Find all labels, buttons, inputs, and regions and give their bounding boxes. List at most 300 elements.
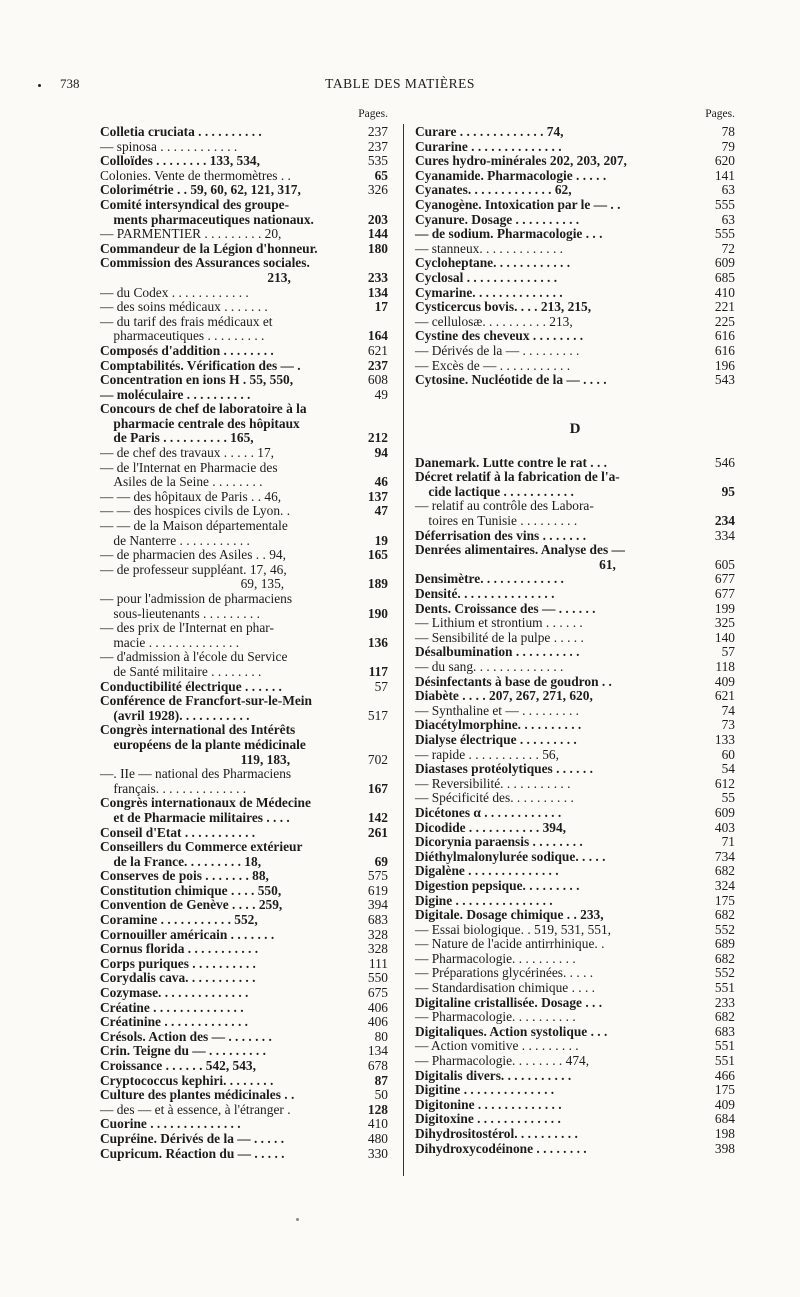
- index-entry: [415, 645, 735, 660]
- entry-page: 619: [367, 882, 388, 898]
- entry-page: 198: [714, 1126, 735, 1141]
- entry-text: — spinosa . . . . . . . . . . . .: [100, 138, 238, 154]
- entry-text: — — des hôpitaux de Paris . . 46,: [100, 488, 282, 504]
- entry-text: — cellulosæ. . . . . . . . . . 213,: [415, 313, 573, 329]
- index-entry: [415, 587, 735, 602]
- entry-page: 55: [721, 790, 735, 806]
- index-entry: [415, 227, 735, 242]
- entry-text: Cornouiller américain . . . . . . .: [100, 926, 275, 942]
- index-entry: [100, 971, 388, 986]
- entry-page: 605: [714, 556, 735, 572]
- entry-page: 682: [714, 950, 735, 966]
- entry-page: 620: [714, 153, 735, 169]
- entry-page: 47: [374, 503, 388, 519]
- index-entry: [415, 981, 735, 996]
- index-entry: [415, 689, 735, 704]
- entry-text: Crin. Teigne du — . . . . . . . . .: [100, 1043, 266, 1059]
- entry-text: — de chef des travaux . . . . . 17,: [100, 445, 275, 461]
- index-entry: [415, 937, 735, 952]
- index-entry: [415, 373, 735, 388]
- index-entry: [415, 1010, 735, 1025]
- index-entry: [100, 227, 388, 242]
- index-entry: [100, 256, 388, 285]
- entry-text: Dialyse électrique . . . . . . . . .: [415, 731, 577, 747]
- index-entry: [100, 359, 388, 374]
- entry-page: 409: [714, 673, 735, 689]
- index-entry: [415, 1054, 735, 1069]
- entry-page: 175: [714, 1082, 735, 1098]
- entry-page: 543: [714, 372, 735, 388]
- entry-text: Conserves de pois . . . . . . . 88,: [100, 868, 269, 884]
- index-entry: [100, 1044, 388, 1059]
- entry-page: 78: [721, 124, 735, 139]
- entry-page: 175: [714, 892, 735, 908]
- index-entry: [415, 543, 735, 572]
- entry-page: 328: [367, 926, 388, 942]
- index-entry: [415, 923, 735, 938]
- entry-text: Corydalis cava. . . . . . . . . . .: [100, 970, 256, 986]
- entry-text: Constitution chimique . . . . 550,: [100, 882, 282, 898]
- index-entry: [415, 198, 735, 213]
- entry-page: 689: [714, 936, 735, 952]
- index-entry: [415, 499, 735, 528]
- entry-page: 682: [714, 1009, 735, 1025]
- entry-page: 685: [714, 269, 735, 285]
- index-entry: [100, 986, 388, 1001]
- entry-page: 221: [714, 299, 735, 315]
- entry-text: — de l'Internat en Pharmacie des Asiles de la Seine . . . . . . . .: [100, 459, 278, 490]
- index-entry: [415, 879, 735, 894]
- entry-text: Cysticercus bovis. . . . 213, 215,: [415, 299, 592, 315]
- entry-page: 410: [714, 284, 735, 300]
- entry-text: Digitine . . . . . . . . . . . . . .: [415, 1082, 555, 1098]
- index-entry: [415, 631, 735, 646]
- index-entry: [415, 125, 735, 140]
- index-entry: [100, 957, 388, 972]
- entry-text: Dicodide . . . . . . . . . . . 394,: [415, 819, 567, 835]
- entry-text: Danemark. Lutte contre le rat . . .: [415, 454, 608, 470]
- index-entry: [100, 1088, 388, 1103]
- index-entry: [100, 913, 388, 928]
- index-list-d: [415, 456, 735, 1157]
- index-entry: [100, 315, 388, 344]
- entry-text: — des prix de l'Internat en phar- macie . . . . . . . . . . . . . .: [100, 620, 274, 650]
- entry-page: 65: [374, 167, 388, 183]
- entry-text: Colonies. Vente de thermomètres . .: [100, 167, 291, 183]
- entry-page: 466: [714, 1067, 735, 1083]
- index-entry: [415, 572, 735, 587]
- entry-text: Densimètre. . . . . . . . . . . . .: [415, 571, 564, 587]
- entry-text: Cyanure. Dosage . . . . . . . . . .: [415, 211, 580, 227]
- entry-text: Corps puriques . . . . . . . . . .: [100, 955, 256, 971]
- entry-text: — de professeur suppléant. 17, 46, 69, 135,: [100, 561, 287, 592]
- entry-text: Commandeur de la Légion d'honneur.: [100, 240, 318, 256]
- entry-page: 324: [714, 877, 735, 893]
- entry-text: Digalène . . . . . . . . . . . . . .: [415, 863, 559, 879]
- entry-text: Cymarine. . . . . . . . . . . . . .: [415, 284, 563, 300]
- column-divider: [403, 124, 404, 1176]
- entry-page: 196: [714, 357, 735, 373]
- index-entry: [100, 490, 388, 505]
- entry-text: Coramine . . . . . . . . . . . 552,: [100, 912, 258, 928]
- entry-page: 60: [721, 746, 735, 762]
- entry-text: Cupréine. Dérivés de la — . . . . .: [100, 1130, 285, 1146]
- index-entry: [415, 602, 735, 617]
- index-entry: [100, 928, 388, 943]
- entry-text: Digestion pepsique. . . . . . . . .: [415, 877, 580, 893]
- entry-page: 203: [367, 211, 388, 227]
- index-entry: [100, 1103, 388, 1118]
- index-entry: [100, 1147, 388, 1162]
- left-column: [100, 108, 388, 1161]
- entry-page: 190: [367, 605, 388, 621]
- entry-text: — moléculaire . . . . . . . . . .: [100, 386, 251, 402]
- index-entry: [415, 704, 735, 719]
- index-entry: [100, 650, 388, 679]
- entry-text: Cyanamide. Pharmacologie . . . . .: [415, 167, 607, 183]
- entry-page: 87: [374, 1072, 388, 1088]
- entry-page: 69: [374, 853, 388, 869]
- entry-page: 63: [721, 211, 735, 227]
- entry-page: 683: [714, 1023, 735, 1039]
- entry-page: 480: [367, 1130, 388, 1146]
- index-entry: [415, 213, 735, 228]
- index-entry: [100, 840, 388, 869]
- entry-page: 46: [374, 474, 388, 490]
- entry-page: 328: [367, 941, 388, 957]
- entry-text: Colletia cruciata . . . . . . . . . .: [100, 124, 262, 139]
- entry-page: 189: [367, 576, 388, 592]
- entry-text: Dents. Croissance des — . . . . . .: [415, 600, 596, 616]
- index-entry: [100, 461, 388, 490]
- entry-text: Digitaline cristallisée. Dosage . . .: [415, 994, 603, 1010]
- index-entry: [100, 869, 388, 884]
- entry-page: 616: [714, 328, 735, 344]
- index-entry: [415, 806, 735, 821]
- index-entry: [100, 344, 388, 359]
- index-entry: [100, 183, 388, 198]
- index-entry: [415, 996, 735, 1011]
- entry-text: Cuorine . . . . . . . . . . . . . .: [100, 1116, 241, 1132]
- pages-label: Pages.: [705, 108, 735, 120]
- entry-text: Convention de Genève . . . . 259,: [100, 897, 283, 913]
- entry-text: — stanneux. . . . . . . . . . . . .: [415, 240, 564, 256]
- entry-page: 675: [367, 985, 388, 1001]
- entry-page: 406: [367, 1014, 388, 1030]
- entry-text: Curare . . . . . . . . . . . . . 74,: [415, 124, 564, 139]
- index-entry: [100, 373, 388, 388]
- index-entry: [100, 767, 388, 796]
- entry-text: Cornus florida . . . . . . . . . . .: [100, 941, 259, 957]
- index-entry: [100, 125, 388, 140]
- entry-page: 609: [714, 255, 735, 271]
- entry-text: — rapide . . . . . . . . . . . 56,: [415, 746, 559, 762]
- entry-page: 142: [367, 809, 388, 825]
- index-entry: [415, 675, 735, 690]
- entry-page: 136: [367, 634, 388, 650]
- entry-text: Dihydroxycodéinone . . . . . . . .: [415, 1140, 587, 1156]
- index-entry: [100, 140, 388, 155]
- entry-page: 94: [374, 445, 388, 461]
- entry-page: 734: [714, 848, 735, 864]
- entry-page: 551: [714, 1053, 735, 1069]
- entry-text: Commission des Assurances sociales. 213,: [100, 255, 310, 285]
- entry-page: 683: [367, 912, 388, 928]
- entry-text: — Lithium et strontium . . . . . .: [415, 615, 583, 631]
- index-entry: [100, 796, 388, 825]
- entry-page: 234: [714, 513, 735, 529]
- entry-page: 165: [367, 547, 388, 563]
- index-entry: [415, 300, 735, 315]
- entry-page: 406: [367, 999, 388, 1015]
- entry-page: 180: [367, 240, 388, 256]
- entry-page: 398: [714, 1140, 735, 1156]
- entry-text: Conseillers du Commerce extérieur de la France. . . . . . . . . 18,: [100, 839, 303, 869]
- entry-page: 678: [367, 1058, 388, 1073]
- entry-text: Déferrisation des vins . . . . . . .: [415, 527, 587, 543]
- entry-text: — de pharmacien des Asiles . . 94,: [100, 547, 286, 563]
- entry-page: 410: [367, 1116, 388, 1132]
- entry-page: 682: [714, 907, 735, 923]
- entry-page: 550: [367, 970, 388, 986]
- entry-text: — Essai biologique. . 519, 531, 551,: [415, 921, 612, 937]
- entry-text: Colorimétrie . . 59, 60, 62, 121, 317,: [100, 182, 301, 198]
- index-entry: [415, 169, 735, 184]
- entry-text: Concours de chef de laboratoire à la pharmacie centrale des hôpitaux de Paris . . . . . . . . . . 165,: [100, 401, 307, 446]
- index-entry: [415, 660, 735, 675]
- entry-page: 50: [374, 1087, 388, 1103]
- entry-text: — Préparations glycérinées. . . . .: [415, 965, 594, 981]
- entry-page: 19: [374, 532, 388, 548]
- entry-page: 79: [721, 138, 735, 154]
- index-entry: [415, 733, 735, 748]
- index-entry: [415, 777, 735, 792]
- entry-text: Digine . . . . . . . . . . . . . . .: [415, 892, 553, 908]
- index-entry: [100, 548, 388, 563]
- entry-text: Culture des plantes médicinales . .: [100, 1087, 295, 1103]
- entry-page: 330: [367, 1145, 388, 1161]
- entry-page: 233: [714, 994, 735, 1010]
- index-entry: [100, 826, 388, 841]
- entry-page: 535: [367, 153, 388, 169]
- entry-text: Digitale. Dosage chimique . . 233,: [415, 907, 604, 923]
- index-entry: [100, 1059, 388, 1074]
- entry-page: 80: [374, 1028, 388, 1044]
- index-entry: [415, 1098, 735, 1113]
- print-speck: [296, 1218, 299, 1221]
- index-entry: [415, 1039, 735, 1054]
- index-entry: [100, 1074, 388, 1089]
- entry-text: Conseil d'Etat . . . . . . . . . . .: [100, 824, 256, 840]
- entry-text: Désinfectants à base de goudron . .: [415, 673, 612, 689]
- index-entry: [100, 519, 388, 548]
- entry-text: Crésols. Action des — . . . . . . .: [100, 1028, 272, 1044]
- entry-page: 117: [368, 663, 388, 679]
- entry-text: Créatinine . . . . . . . . . . . . .: [100, 1014, 249, 1030]
- index-entry: [100, 592, 388, 621]
- entry-text: — Excès de — . . . . . . . . . . .: [415, 357, 571, 373]
- entry-page: 17: [374, 299, 388, 315]
- entry-page: 141: [714, 167, 735, 183]
- index-entry: [415, 1127, 735, 1142]
- entry-page: 144: [367, 226, 388, 242]
- entry-text: Digitaliques. Action systolique . . .: [415, 1023, 608, 1039]
- right-column: [415, 108, 735, 1156]
- index-entry: [100, 1030, 388, 1045]
- index-entry: [100, 884, 388, 899]
- index-entry: [415, 821, 735, 836]
- entry-page: 552: [714, 921, 735, 937]
- entry-page: 212: [367, 430, 388, 446]
- entry-text: Conférence de Francfort-sur-le-Mein (avril 1928). . . . . . . . . . .: [100, 693, 312, 723]
- entry-page: 73: [721, 717, 735, 733]
- entry-page: 134: [367, 284, 388, 300]
- index-entry: [100, 402, 388, 446]
- index-entry: [100, 504, 388, 519]
- index-entry: [415, 456, 735, 471]
- entry-page: 551: [714, 980, 735, 996]
- entry-page: 575: [367, 868, 388, 884]
- entry-page: 702: [367, 751, 388, 767]
- index-entry: [415, 864, 735, 879]
- index-entry: [100, 942, 388, 957]
- entry-text: Curarine . . . . . . . . . . . . . .: [415, 138, 562, 154]
- entry-page: 621: [714, 688, 735, 704]
- entry-page: 118: [715, 659, 735, 674]
- entry-text: — de sodium. Pharmacologie . . .: [415, 226, 603, 242]
- entry-text: Cytosine. Nucléotide de la — . . . .: [415, 372, 607, 388]
- entry-page: 555: [714, 226, 735, 242]
- index-entry: [415, 271, 735, 286]
- entry-text: Comité intersyndical des groupe- ments pharmaceutiques nationaux.: [100, 196, 314, 227]
- entry-text: — relatif au contrôle des Labora- toires en Tunisie . . . . . . . . .: [415, 498, 594, 529]
- index-entry: [100, 242, 388, 257]
- entry-page: 237: [367, 357, 388, 373]
- entry-text: Dihydrositostérol. . . . . . . . . .: [415, 1126, 578, 1141]
- index-entry: [415, 835, 735, 850]
- entry-page: 237: [367, 138, 388, 154]
- index-entry: [415, 140, 735, 155]
- entry-text: — Pharmacologie. . . . . . . . . .: [415, 950, 576, 966]
- index-entry: [100, 1015, 388, 1030]
- page-number: 738: [60, 76, 80, 91]
- index-entry: [415, 616, 735, 631]
- entry-text: — des soins médicaux . . . . . . .: [100, 299, 268, 315]
- entry-text: — du sang. . . . . . . . . . . . . .: [415, 659, 564, 674]
- entry-text: — — des hospices civils de Lyon. .: [100, 503, 291, 519]
- entry-text: Cures hydro-minérales 202, 203, 207,: [415, 153, 627, 169]
- entry-page: 225: [714, 313, 735, 329]
- index-entry: [415, 791, 735, 806]
- entry-text: — des — et à essence, à l'étranger .: [100, 1101, 291, 1117]
- index-entry: [100, 621, 388, 650]
- entry-page: 261: [367, 824, 388, 840]
- index-entry: [100, 694, 388, 723]
- entry-page: 609: [714, 804, 735, 820]
- index-entry: [415, 183, 735, 198]
- entry-text: — Synthaline et — . . . . . . . . .: [415, 702, 580, 718]
- entry-page: 74: [721, 702, 735, 718]
- index-entry: [415, 952, 735, 967]
- entry-page: 621: [367, 342, 388, 358]
- entry-page: 394: [367, 897, 388, 913]
- index-entry: [100, 388, 388, 403]
- index-entry: [415, 329, 735, 344]
- index-entry: [415, 850, 735, 865]
- entry-text: Diacétylmorphine. . . . . . . . . .: [415, 717, 582, 733]
- index-entry: [415, 154, 735, 169]
- entry-page: 616: [714, 342, 735, 358]
- entry-page: 552: [714, 965, 735, 981]
- entry-text: —. IIe — national des Pharmaciens français. . . . . . . . . . . . . .: [100, 766, 292, 796]
- entry-text: Cycloheptane. . . . . . . . . . . .: [415, 255, 571, 271]
- entry-text: — Spécificité des. . . . . . . . . .: [415, 790, 574, 806]
- entry-text: Décret relatif à la fabrication de l'a- cide lactique . . . . . . . . . . .: [415, 469, 620, 499]
- index-entry: [415, 762, 735, 777]
- entry-page: 111: [368, 955, 388, 971]
- entry-page: 54: [721, 761, 735, 777]
- entry-text: Diéthylmalonylurée sodique. . . . .: [415, 848, 606, 864]
- entry-text: Concentration en ions H . 55, 550,: [100, 372, 294, 388]
- entry-text: Créatine . . . . . . . . . . . . . .: [100, 999, 244, 1015]
- entry-text: — Sensibilité de la pulpe . . . . .: [415, 629, 584, 645]
- page-title: TABLE DES MATIÈRES: [325, 76, 475, 91]
- entry-text: — Nature de l'acide antirrhinique. .: [415, 936, 605, 952]
- index-entry: [415, 286, 735, 301]
- index-list-c: [415, 125, 735, 388]
- entry-page: 677: [714, 571, 735, 587]
- entry-text: Denrées alimentaires. Analyse des — 61,: [415, 542, 625, 572]
- entry-text: — Pharmacologie. . . . . . . . . .: [415, 1009, 576, 1025]
- index-entry: [415, 1112, 735, 1127]
- entry-text: — pour l'admission de pharmaciens sous-lieutenants . . . . . . . . .: [100, 591, 293, 621]
- entry-page: 140: [714, 629, 735, 645]
- entry-text: Digitonine . . . . . . . . . . . . .: [415, 1096, 562, 1112]
- entry-text: — Pharmacologie. . . . . . . . 474,: [415, 1053, 590, 1069]
- entry-page: 326: [367, 182, 388, 198]
- entry-text: Digitalis divers. . . . . . . . . . .: [415, 1067, 572, 1083]
- entry-page: 546: [714, 454, 735, 470]
- entry-page: 608: [367, 372, 388, 388]
- index-entry: [100, 1117, 388, 1132]
- index-entry: [415, 908, 735, 923]
- index-entry: [100, 1132, 388, 1147]
- index-entry: [100, 198, 388, 227]
- entry-page: 403: [714, 819, 735, 835]
- index-entry: [100, 898, 388, 913]
- index-entry: [415, 748, 735, 763]
- index-entry: [415, 529, 735, 544]
- entry-text: Digitoxine . . . . . . . . . . . . .: [415, 1111, 561, 1127]
- index-entry: [415, 470, 735, 499]
- index-entry: [415, 718, 735, 733]
- entry-text: Cyclosal . . . . . . . . . . . . . .: [415, 269, 558, 285]
- entry-text: Cyanogène. Intoxication par le — . .: [415, 196, 621, 212]
- entry-page: 167: [367, 780, 388, 796]
- entry-page: 57: [374, 678, 388, 694]
- entry-text: Cupricum. Réaction du — . . . . .: [100, 1145, 285, 1161]
- pages-label: Pages.: [358, 108, 388, 120]
- index-list-left: [100, 125, 388, 1161]
- entry-text: — Dérivés de la — . . . . . . . . .: [415, 342, 580, 358]
- entry-page: 684: [714, 1111, 735, 1127]
- entry-text: Colloïdes . . . . . . . . 133, 534,: [100, 153, 260, 169]
- entry-text: Cystine des cheveux . . . . . . . .: [415, 328, 584, 344]
- entry-page: 63: [721, 182, 735, 198]
- entry-text: Diabète . . . . 207, 267, 271, 620,: [415, 688, 593, 704]
- entry-text: — — de la Maison départementale de Nanterre . . . . . . . . . . .: [100, 518, 288, 548]
- entry-page: 237: [367, 124, 388, 139]
